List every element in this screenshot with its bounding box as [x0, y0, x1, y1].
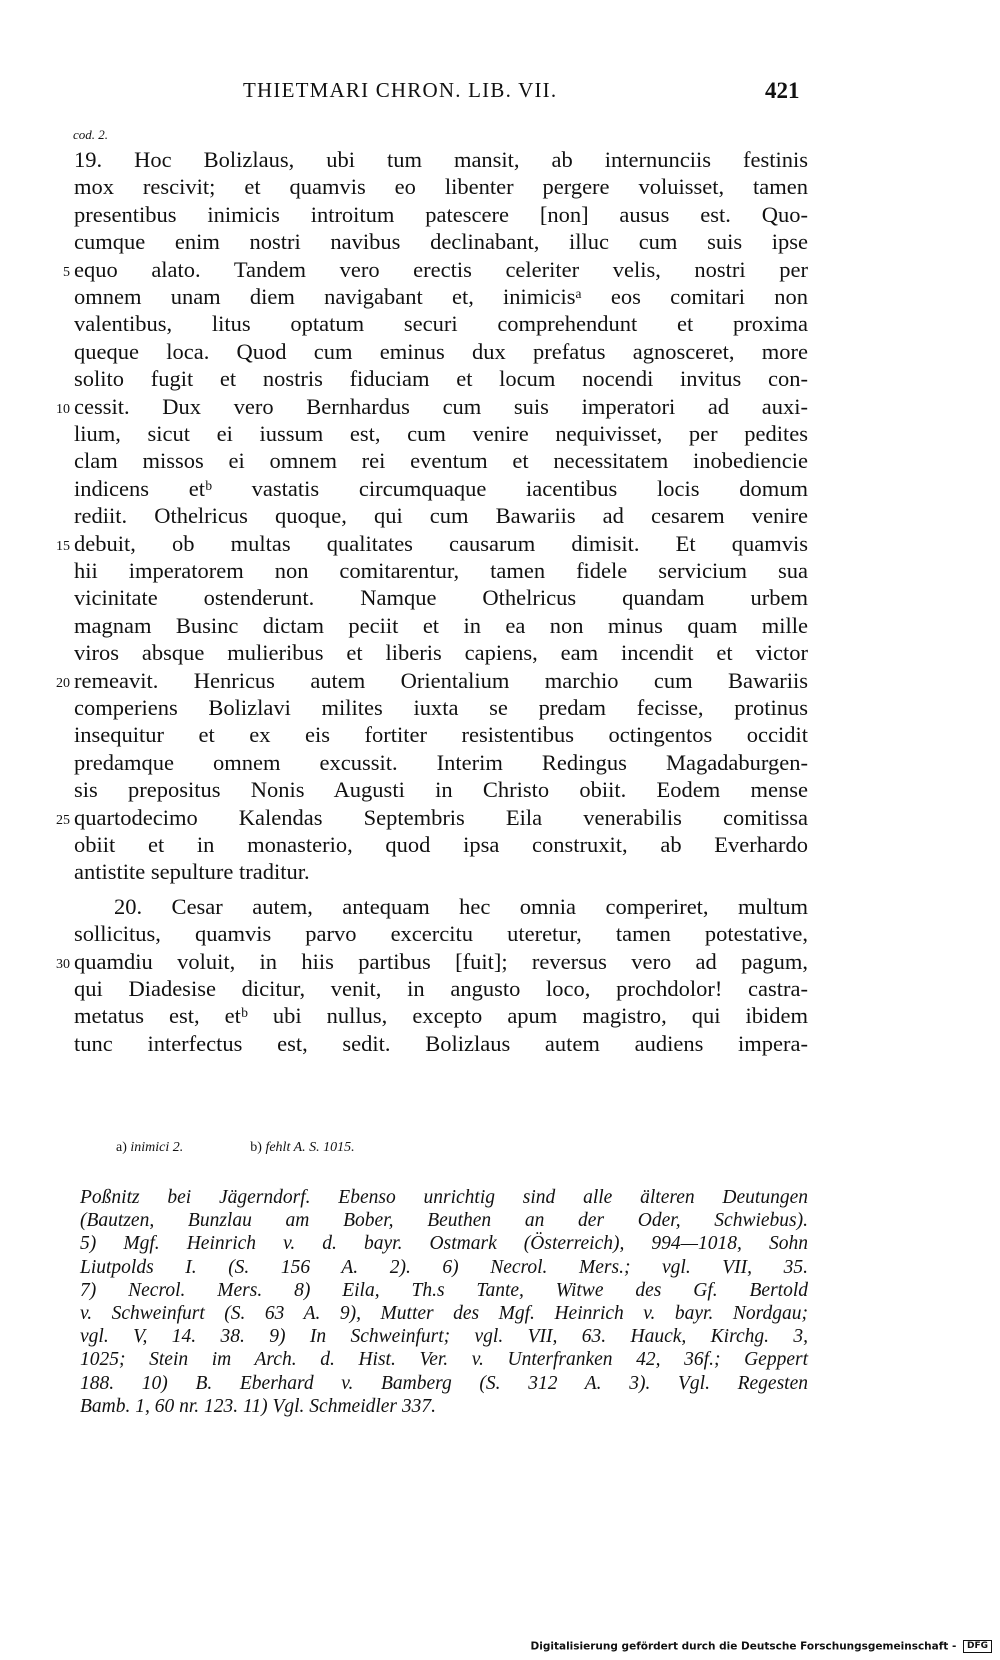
text-line: predamque omnem excussit. Interim Redingus Magadaburgen-	[74, 749, 808, 775]
text-line: solito fugit et nostris fiduciam et locum nocendi invitus con-	[74, 366, 808, 392]
text-line: vicinitate ostenderunt. Namque Othelricus quandam urbem	[74, 585, 808, 611]
text-line: omnem unam diem navigabant et, inimicisᵃ eos comitari non	[74, 284, 808, 309]
text-line: antistite sepulture traditur.	[74, 859, 310, 885]
footnote-line: v. Schweinfurt (S. 63 A. 9), Mutter des Mgf. Heinrich v. bayr. Nordgau;	[80, 1303, 808, 1324]
text-line: valentibus, litus optatum securi comprehendunt et proxima	[74, 311, 808, 337]
text-line: comperiens Bolizlavi milites iuxta se predam fecisse, protinus	[74, 695, 808, 720]
text-line: obiit et in monasterio, quod ipsa construxit, ab Everhardo	[74, 832, 808, 857]
footnote-line: Bamb. 1, 60 nr. 123. 11) Vgl. Schmeidler 337.	[80, 1395, 437, 1417]
text-line: presentibus inimicis introitum patescere [non] ausus est. Quo-	[74, 201, 808, 227]
text-line: quartodecimo Kalendas Septembris Eila venerabilis comitissa	[74, 804, 808, 830]
apparatus-b-label: b)	[250, 1140, 262, 1155]
text-line: sollicitus, quamvis parvo excercitu uteretur, tamen potestative,	[74, 921, 808, 947]
footnote-line: 188. 10) B. Eberhard v. Bamberg (S. 312 A. 3). Vgl. Regesten	[80, 1372, 808, 1394]
text-line: insequitur et ex eis fortiter resistentibus octingentos occidit	[74, 722, 808, 748]
footnote-line: 1025; Stein im Arch. d. Hist. Ver. v. Unterfranken 42, 36f.; Geppert	[80, 1349, 808, 1371]
text-line: cessit. Dux vero Bernhardus cum suis imperatori ad auxi-	[74, 393, 808, 419]
line-number: 30	[56, 956, 70, 972]
line-number: 25	[56, 812, 70, 828]
text-line: clam missos ei omnem rei eventum et necessitatem inobediencie	[74, 448, 808, 474]
funding-footer	[531, 1640, 992, 1653]
text-line: qui Diadesise dicitur, venit, in angusto loco, prochdolor! castra-	[74, 976, 808, 1001]
line-number: 10	[56, 401, 70, 417]
footnote-line: vgl. V, 14. 38. 9) In Schweinfurt; vgl. VII, 63. Hauck, Kirchg. 3,	[80, 1326, 808, 1348]
text-line: tunc interfectus est, sedit. Bolizlaus autem audiens impera-	[74, 1030, 808, 1056]
footnote-line: Liutpolds I. (S. 156 A. 2). 6) Necrol. Mers.; vgl. VII, 35.	[80, 1256, 808, 1278]
funding-text: Digitalisierung gefördert durch die Deutsche Forschungsgemeinschaft -	[530, 1640, 957, 1653]
footnote-line: (Bautzen, Bunzlau am Bober, Beuthen an der Oder, Schwiebus).	[80, 1210, 808, 1232]
text-line: 19. Hoc Bolizlaus, ubi tum mansit, ab internunciis festinis	[74, 147, 808, 172]
line-number: 5	[63, 264, 70, 280]
text-line: queque loca. Quod cum eminus dux prefatus agnosceret, more	[74, 338, 808, 364]
footnote-line: Poßnitz bei Jägerndorf. Ebenso unrichtig sind alle älteren Deutungen	[80, 1187, 808, 1208]
text-line: sis prepositus Nonis Augusti in Christo obiit. Eodem mense	[74, 777, 808, 803]
page-number: 421	[765, 78, 800, 103]
text-line: debuit, ob multas qualitates causarum dimisit. Et quamvis	[74, 530, 808, 556]
apparatus-b-text: fehlt A. S. 1015.	[265, 1140, 355, 1155]
text-line: rediit. Othelricus quoque, qui cum Bawariis ad cesarem venire	[74, 503, 808, 529]
dfg-logo: DFG	[963, 1640, 992, 1653]
apparatus-a-label: a)	[116, 1140, 127, 1155]
text-line: mox rescivit; et quamvis eo libenter pergere voluisset, tamen	[74, 174, 808, 200]
text-line: remeavit. Henricus autem Orientalium marchio cum Bawariis	[74, 667, 808, 693]
text-line: quamdiu voluit, in hiis partibus [fuit]; reversus vero ad pagum,	[74, 948, 808, 974]
apparatus-a-text: inimici 2.	[130, 1140, 184, 1155]
text-line: magnam Businc dictam peciit et in ea non minus quam mille	[74, 612, 808, 638]
line-number: 20	[56, 675, 70, 691]
text-line: metatus est, etᵇ ubi nullus, excepto apum magistro, qui ibidem	[74, 1003, 808, 1029]
footnote-line: 7) Necrol. Mers. 8) Eila, Th.s Tante, Witwe des Gf. Bertold	[80, 1279, 808, 1301]
line-number: 15	[56, 538, 70, 554]
text-line: viros absque mulieribus et liberis capiens, eam incendit et victor	[74, 640, 808, 666]
critical-apparatus	[116, 1140, 355, 1156]
text-line: indicens etᵇ vastatis circumquaque iacentibus locis domum	[74, 475, 808, 501]
running-header-title: THIETMARI CHRON. LIB. VII.	[243, 78, 558, 102]
text-line: hii imperatorem non comitarentur, tamen fidele servicium sua	[74, 558, 808, 583]
codex-label: cod. 2.	[73, 127, 109, 142]
text-line: 20. Cesar autem, antequam hec omnia comperiret, multum	[114, 893, 808, 919]
text-line: lium, sicut ei iussum est, cum venire nequivisset, per pedites	[74, 421, 808, 446]
footnote-line: 5) Mgf. Heinrich v. d. bayr. Ostmark (Österreich), 994—1018, Sohn	[80, 1233, 808, 1255]
text-line: cumque enim nostri navibus declinabant, illuc cum suis ipse	[74, 229, 808, 255]
text-line: equo alato. Tandem vero erectis celeriter velis, nostri per	[74, 256, 808, 282]
